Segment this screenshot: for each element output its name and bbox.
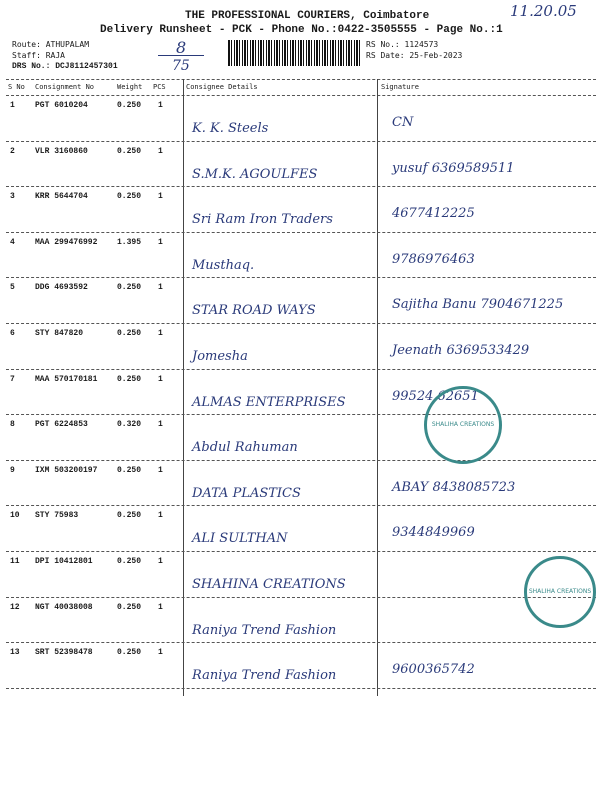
row-separator: [6, 551, 596, 552]
row-consignment-no: STY 847820: [35, 329, 84, 338]
row-pcs: 1: [158, 283, 163, 293]
row-consignee: Sri Ram Iron Traders: [192, 212, 333, 228]
row-consignee: Abdul Rahuman: [192, 440, 298, 456]
company-name: THE PROFESSIONAL COURIERS, Coimbatore: [185, 10, 430, 22]
header-bottom-rule: [6, 95, 596, 96]
row-separator: [6, 369, 596, 370]
row-weight: 0.250: [117, 557, 142, 566]
row-separator: [6, 186, 596, 187]
table-top-rule: [6, 79, 596, 80]
row-signature: Jeenath 6369533429: [392, 343, 530, 358]
row-pcs: 1: [158, 465, 163, 475]
signature-divider: [377, 79, 378, 696]
row-sno: 4: [10, 237, 15, 247]
col-weight: Weight: [117, 83, 143, 91]
row-signature: Sajitha Banu 7904671225: [392, 297, 564, 313]
staff-label: Staff: RAJA: [12, 51, 65, 60]
row-sno: 11: [10, 557, 20, 566]
row-weight: 0.320: [117, 420, 142, 430]
row-pcs: 1: [158, 192, 163, 202]
row-consignment-no: NGT 40038008: [35, 602, 93, 612]
row-consignment-no: STY 75983: [35, 511, 79, 521]
row-consignment-no: IXM 503200197: [35, 465, 98, 475]
row-sno: 1: [10, 101, 15, 110]
row-sno: 2: [10, 146, 15, 156]
row-consignee: Jomesha: [192, 349, 248, 364]
row-pcs: 1: [158, 602, 163, 612]
row-signature: 4677412225: [392, 206, 475, 222]
row-sno: 9: [10, 465, 15, 475]
row-consignment-no: DPI 10412801: [35, 557, 93, 566]
row-separator: [6, 323, 596, 324]
row-consignment-no: VLR 3160860: [35, 146, 88, 156]
row-consignee: STAR ROAD WAYS: [192, 303, 316, 319]
row-consignment-no: PGT 6010204: [35, 101, 88, 110]
col-pcs: PCS: [153, 83, 166, 91]
barcode: [228, 40, 360, 66]
row-consignment-no: MAA 570170181: [35, 374, 98, 384]
row-consignee: DATA PLASTICS: [192, 485, 301, 501]
row-consignee: Raniya Trend Fashion: [192, 622, 337, 638]
row-separator: [6, 232, 596, 233]
row-sno: 13: [10, 648, 20, 658]
row-consignee: K. K. Steels: [192, 121, 269, 136]
row-signature: yusuf 6369589511: [392, 160, 515, 176]
row-signature: ABAY 8438085723: [392, 479, 516, 495]
row-signature: 9344849969: [392, 525, 475, 541]
row-consignee: Musthaq.: [192, 257, 255, 273]
col-consignee: Consignee Details: [186, 83, 258, 91]
row-separator: [6, 277, 596, 278]
row-signature: 9600365742: [392, 662, 475, 678]
row-consignee: ALI SULTHAN: [192, 531, 288, 547]
col-sno: S No: [8, 83, 25, 91]
row-pcs: 1: [158, 648, 163, 658]
col-signature: Signature: [381, 83, 419, 91]
row-weight: 0.250: [117, 602, 142, 612]
row-sno: 7: [10, 374, 15, 384]
row-consignment-no: DDG 4693592: [35, 283, 88, 293]
row-separator: [6, 414, 596, 415]
rs-number: RS No.: 1124573: [366, 40, 439, 49]
row-pcs: 1: [158, 420, 163, 430]
row-consignee: SHAHINA CREATIONS: [192, 577, 346, 592]
handwritten-time: 11.20.05: [510, 2, 577, 20]
row-weight: 0.250: [117, 146, 142, 156]
row-sno: 5: [10, 283, 15, 293]
row-pcs: 1: [158, 237, 163, 247]
drs-number: DRS No.: DCJ8112457301: [12, 62, 118, 71]
row-sno: 6: [10, 329, 15, 338]
stamp-seal: SHALIHA CREATIONS: [524, 556, 596, 628]
row-pcs: 1: [158, 101, 163, 110]
row-consignment-no: PGT 6224853: [35, 420, 88, 430]
row-separator: [6, 141, 596, 142]
handwritten-count-bottom: 75: [172, 58, 190, 74]
row-consignment-no: SRT 52398478: [35, 648, 93, 658]
route-label: Route: ATHUPALAM: [12, 40, 90, 49]
row-sno: 3: [10, 192, 15, 202]
row-sno: 10: [10, 511, 20, 521]
count-divider: [158, 55, 204, 56]
row-consignee: Raniya Trend Fashion: [192, 668, 337, 684]
row-weight: 0.250: [117, 283, 142, 293]
row-pcs: 1: [158, 329, 163, 338]
row-consignment-no: KRR 5644704: [35, 192, 88, 202]
row-separator: [6, 460, 596, 461]
row-separator: [6, 688, 596, 689]
row-sno: 8: [10, 420, 15, 430]
row-separator: [6, 597, 596, 598]
handwritten-count-top: 8: [176, 38, 187, 57]
row-signature: 99524 62651: [392, 388, 479, 404]
row-signature: 9786976463: [392, 251, 475, 267]
consignee-divider: [183, 79, 184, 696]
row-weight: 0.250: [117, 465, 142, 475]
row-weight: 0.250: [117, 329, 142, 338]
row-weight: 0.250: [117, 648, 142, 658]
row-weight: 1.395: [117, 237, 142, 247]
rs-date: RS Date: 25-Feb-2023: [366, 51, 463, 60]
row-sno: 12: [10, 602, 20, 612]
row-pcs: 1: [158, 146, 163, 156]
row-weight: 0.250: [117, 101, 142, 110]
row-weight: 0.250: [117, 374, 142, 384]
stamp-seal: SHALIHA CREATIONS: [424, 386, 502, 464]
row-weight: 0.250: [117, 511, 142, 521]
runsheet-subtitle: Delivery Runsheet - PCK - Phone No.:0422-3505555 - Page No.:1: [100, 24, 503, 36]
row-separator: [6, 505, 596, 506]
row-pcs: 1: [158, 374, 163, 384]
row-pcs: 1: [158, 511, 163, 521]
row-pcs: 1: [158, 557, 163, 566]
col-consignment: Consignment No: [35, 83, 95, 91]
row-consignee: S.M.K. AGOULFES: [192, 166, 318, 182]
row-separator: [6, 642, 596, 643]
row-consignment-no: MAA 299476992: [35, 237, 98, 247]
row-consignee: ALMAS ENTERPRISES: [192, 394, 346, 410]
row-signature: CN: [392, 115, 414, 130]
row-weight: 0.250: [117, 192, 142, 202]
